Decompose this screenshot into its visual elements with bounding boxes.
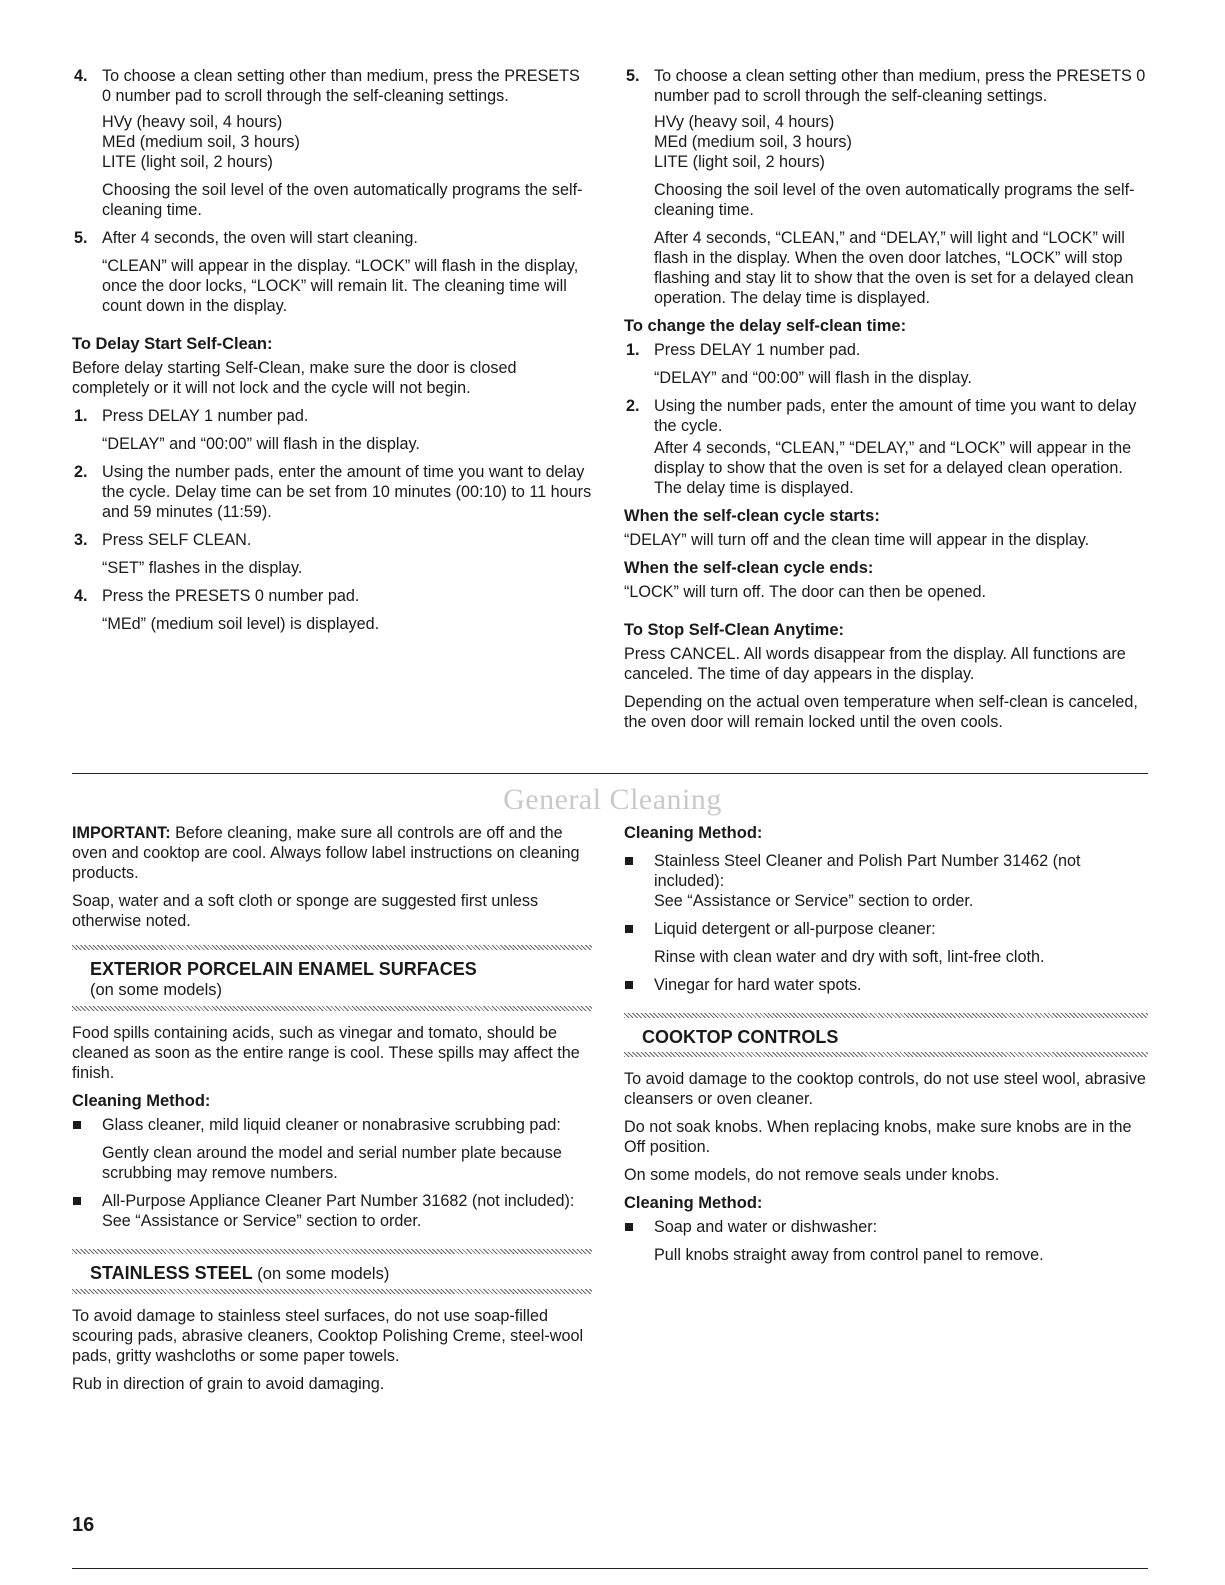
divider (72, 773, 1148, 774)
exterior-subtitle: (on some models) (90, 981, 223, 999)
hatch-rule (72, 1249, 592, 1254)
soil-note: Choosing the soil level of the oven automatically programs the self-cleaning time. (654, 181, 1135, 219)
bottom-left-column (72, 823, 592, 1402)
list-item: 5. After 4 seconds, the oven will start cleaning. (74, 229, 418, 247)
cooktop-text: On some models, do not remove seals under knobs. (624, 1166, 1000, 1184)
list-item: 5. To choose a clean setting other than medium, press the PRESETS 0 number pad to scroll through the self-cleaning settings. (626, 67, 1146, 105)
cleaning-method-heading: Cleaning Method: (624, 824, 763, 842)
list-item: 3. Press SELF CLEAN. (74, 531, 252, 549)
page-number: 16 (72, 1514, 95, 1536)
bullet-item: Glass cleaner, mild liquid cleaner or nonabrasive scrubbing pad: (72, 1115, 592, 1135)
step-note: “MEd” (medium soil level) is displayed. (102, 615, 380, 633)
bullet-icon (73, 1197, 81, 1205)
divider (72, 1568, 1148, 1569)
list-item: 4. Press the PRESETS 0 number pad. (74, 587, 360, 605)
bullet-item: All-Purpose Appliance Cleaner Part Number 31682 (not included): See “Assistance or Service” section to order. (72, 1191, 592, 1231)
stop-text: Depending on the actual oven temperature when self-clean is canceled, the oven door will remain locked until the oven cools. (624, 693, 1138, 731)
exterior-title: EXTERIOR PORCELAIN ENAMEL SURFACES (90, 959, 477, 979)
top-left-column (72, 66, 592, 642)
list-item: 4. To choose a clean setting other than medium, press the PRESETS 0 number pad to scroll through the self-cleaning settings. (74, 67, 580, 105)
hatch-rule (72, 1289, 592, 1294)
list-item: 2. Using the number pads, enter the amount of time you want to delay the cycle. Delay time can be set from 10 minutes (00:10) to 11 hours and 59 minutes (11:59). (74, 463, 592, 521)
cooktop-text: Do not soak knobs. When replacing knobs, make sure knobs are in the Off position. (624, 1118, 1132, 1156)
bullet-note: Pull knobs straight away from control panel to remove. (654, 1246, 1044, 1264)
stop-heading: To Stop Self-Clean Anytime: (624, 621, 845, 639)
hatch-rule (624, 1013, 1148, 1018)
bottom-right-column (624, 823, 1148, 1273)
bullet-icon (625, 925, 633, 933)
soil-note: Choosing the soil level of the oven automatically programs the self-cleaning time. (102, 181, 583, 219)
top-right-column (624, 66, 1148, 740)
food-spills-text: Food spills containing acids, such as vinegar and tomato, should be cleaned as soon as the entire range is cool. These spills may affect the finish. (72, 1024, 580, 1082)
hatch-rule (72, 1006, 592, 1011)
list-item: 2. Using the number pads, enter the amount of time you want to delay the cycle. (626, 397, 1137, 435)
step-note: “DELAY” and “00:00” will flash in the display. (654, 369, 972, 387)
list-item: 1. Press DELAY 1 number pad. (74, 407, 309, 425)
bullet-icon (625, 857, 633, 865)
section-title: General Cleaning (503, 783, 722, 816)
bullet-icon (625, 1223, 633, 1231)
bullet-note: Rinse with clean water and dry with soft, lint-free cloth. (654, 948, 1045, 966)
settings-list: HVy (heavy soil, 4 hours) MEd (medium soil, 3 hours) LITE (light soil, 2 hours) (102, 113, 300, 171)
stop-text: Press CANCEL. All words disappear from the display. All functions are canceled. The time of day appears in the display. (624, 645, 1126, 683)
stainless-text: To avoid damage to stainless steel surfaces, do not use soap-filled scouring pads, abrasive cleaners, Cooktop Polishing Creme, steel-wool pads, gritty washcloths or some paper towels. (72, 1307, 584, 1365)
hatch-rule (72, 945, 592, 950)
important-note: IMPORTANT: Before cleaning, make sure all controls are off and the oven and cooktop are cool. Always follow label instructions on cleaning products. (72, 824, 580, 882)
starts-heading: When the self-clean cycle starts: (624, 507, 880, 525)
bullet-item: Stainless Steel Cleaner and Polish Part Number 31462 (not included): See “Assistance or Service” section to order. (624, 851, 1148, 911)
bullet-item: Vinegar for hard water spots. (624, 975, 1148, 995)
bullet-item: Soap and water or dishwasher: (624, 1217, 1148, 1237)
clean-note: “CLEAN” will appear in the display. “LOCK” will flash in the display, once the door locks, “LOCK” will remain lit. The cleaning time will count down in the display. (102, 257, 579, 315)
grain-note: Rub in direction of grain to avoid damaging. (72, 1375, 385, 1393)
ends-heading: When the self-clean cycle ends: (624, 559, 874, 577)
delay-intro: Before delay starting Self-Clean, make sure the door is closed completely or it will not lock and the cycle will not begin. (72, 359, 517, 397)
bullet-icon (625, 981, 633, 989)
step-note: “DELAY” and “00:00” will flash in the display. (102, 435, 420, 453)
hatch-rule (624, 1052, 1148, 1057)
cleaning-method-heading: Cleaning Method: (72, 1092, 211, 1110)
cooktop-text: To avoid damage to the cooktop controls, do not use steel wool, abrasive cleansers or oven cleaner. (624, 1070, 1146, 1108)
delay-heading: To Delay Start Self-Clean: (72, 335, 273, 353)
stainless-title: STAINLESS STEEL (on some models) (90, 1263, 390, 1283)
cooktop-title: COOKTOP CONTROLS (642, 1027, 839, 1047)
soap-note: Soap, water and a soft cloth or sponge are suggested first unless otherwise noted. (72, 892, 539, 930)
settings-list: HVy (heavy soil, 4 hours) MEd (medium soil, 3 hours) LITE (light soil, 2 hours) (654, 113, 852, 171)
ends-text: “LOCK” will turn off. The door can then be opened. (624, 583, 987, 601)
step-note: After 4 seconds, “CLEAN,” “DELAY,” and “LOCK” will appear in the display to show that the oven is set for a delayed clean operation. The delay time is displayed. (654, 439, 1132, 497)
bullet-icon (73, 1121, 81, 1129)
bullet-note: Gently clean around the model and serial number plate because scrubbing may remove numbers. (102, 1144, 562, 1182)
cleaning-method-heading: Cleaning Method: (624, 1194, 763, 1212)
change-heading: To change the delay self-clean time: (624, 317, 907, 335)
bullet-item: Liquid detergent or all-purpose cleaner: (624, 919, 1148, 939)
step-note: “SET” flashes in the display. (102, 559, 303, 577)
starts-text: “DELAY” will turn off and the clean time will appear in the display. (624, 531, 1090, 549)
list-item: 1. Press DELAY 1 number pad. (626, 341, 861, 359)
after-note: After 4 seconds, “CLEAN,” and “DELAY,” will light and “LOCK” will flash in the display. When the oven door latches, “LOCK” will stop flashing and stay lit to show that the oven is set for a delayed clean operation. The delay time is displayed. (654, 229, 1134, 307)
